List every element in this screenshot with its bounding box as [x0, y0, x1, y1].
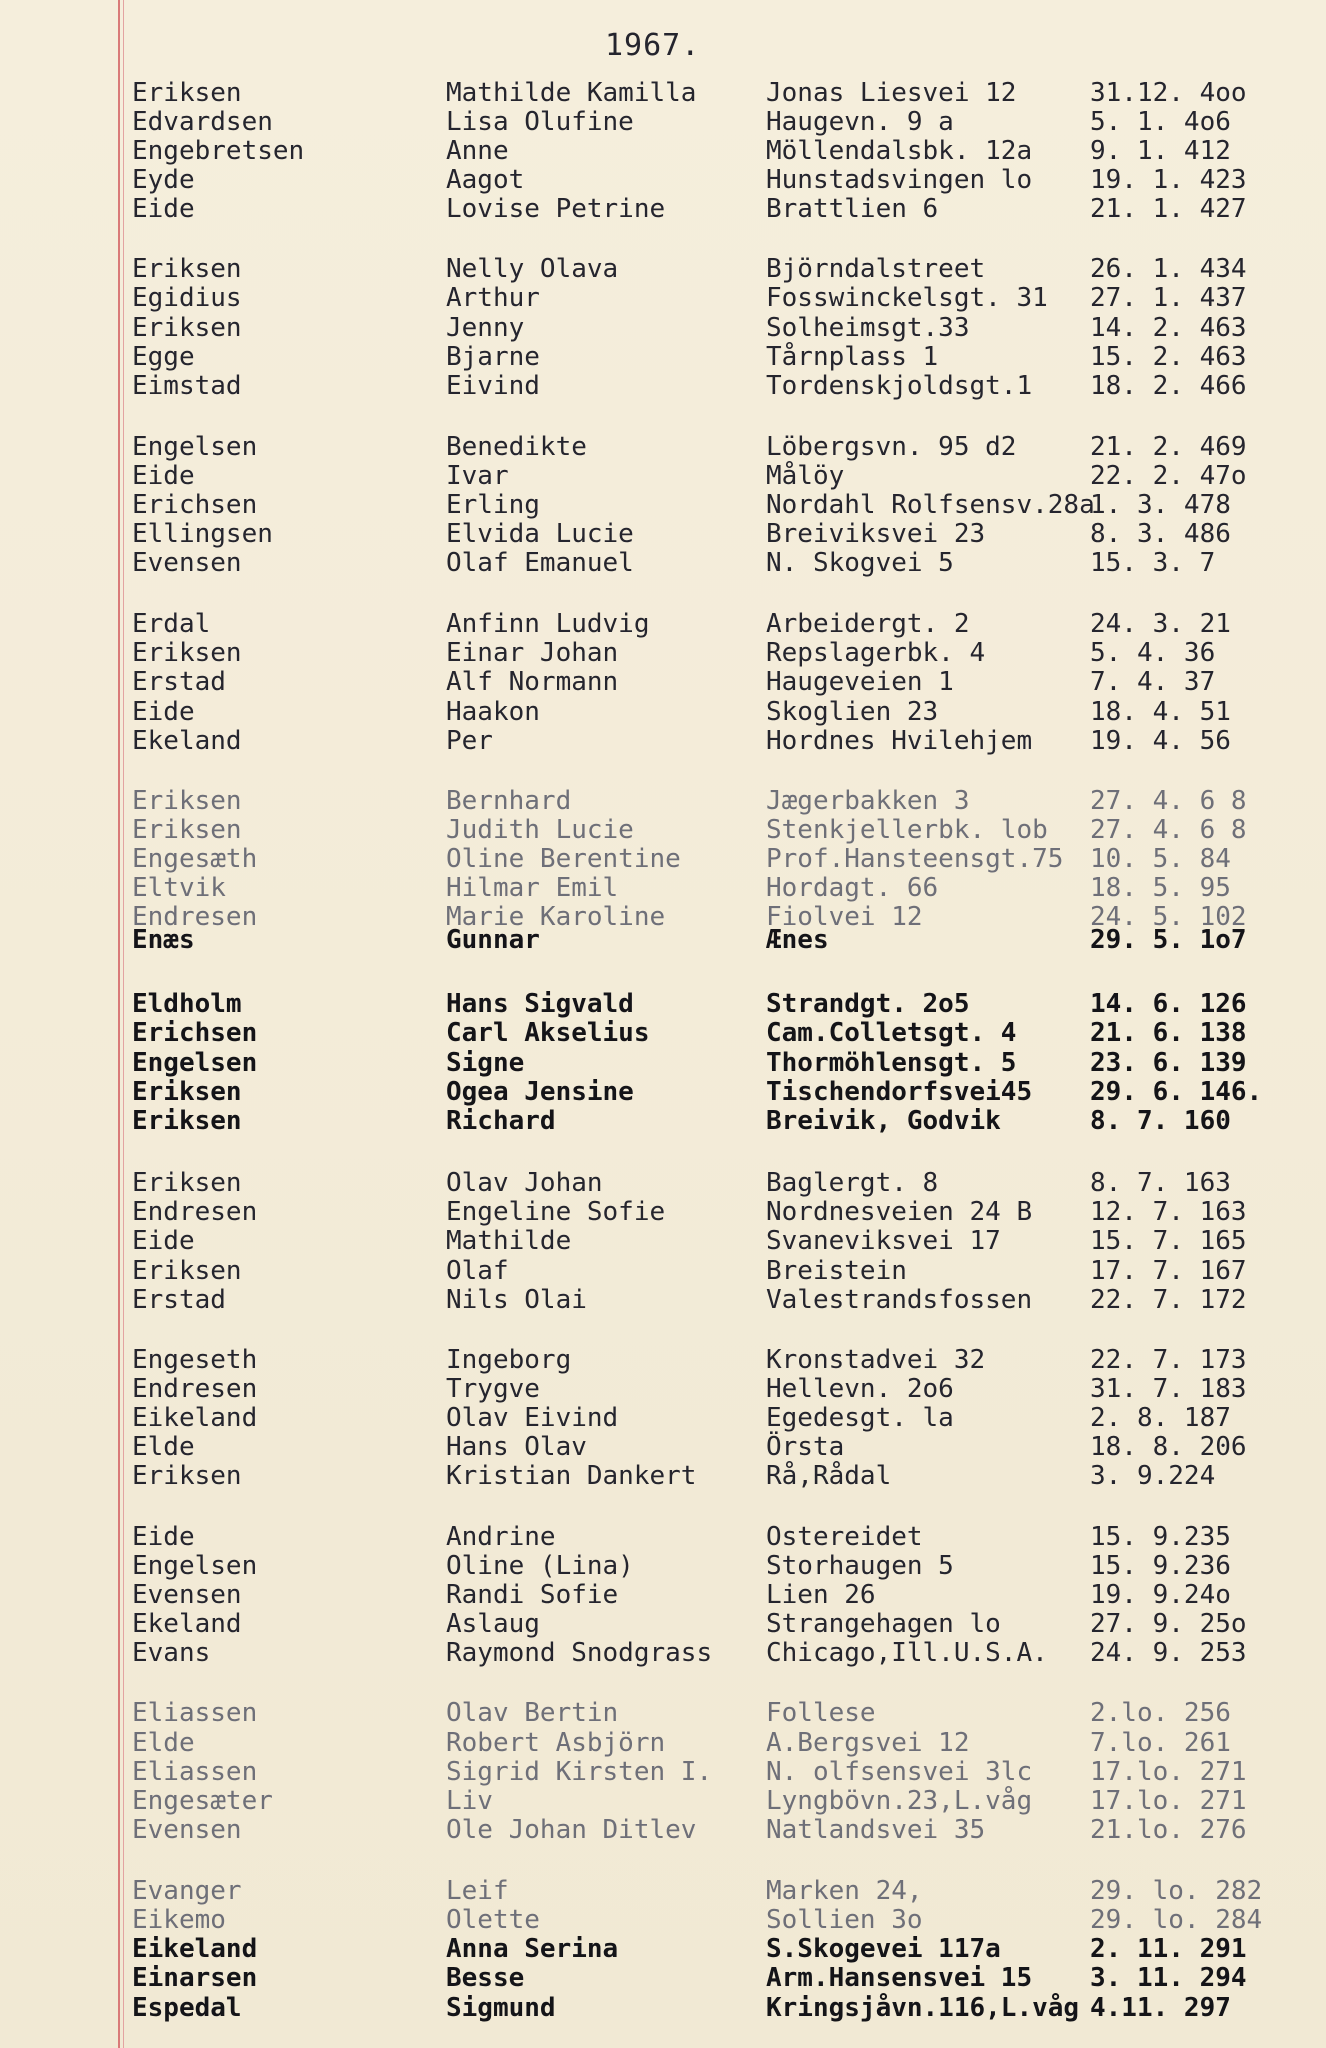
date-number-cell: 18. 2. 466 — [1090, 371, 1247, 401]
ledger-row — [0, 1226, 1326, 1256]
ledger-row — [0, 371, 1326, 401]
surname-cell: Ekeland — [132, 726, 242, 756]
given-name-cell: Hilmar Emil — [446, 873, 619, 903]
ledger-row — [0, 254, 1326, 284]
given-name-cell: Hans Olav — [446, 1432, 587, 1462]
address-cell: Ostereidet — [766, 1522, 923, 1552]
address-cell: Löbergsvn. 95 d2 — [766, 432, 1017, 462]
given-name-cell: Eivind — [446, 371, 540, 401]
surname-cell: Eriksen — [132, 254, 242, 284]
given-name-cell: Benedikte — [446, 432, 587, 462]
address-cell: Rå,Rådal — [766, 1461, 892, 1491]
surname-cell: Erichsen — [132, 1018, 258, 1048]
ledger-row — [0, 1698, 1326, 1728]
given-name-cell: Gunnar — [446, 925, 540, 955]
surname-cell: Eriksen — [132, 78, 242, 108]
date-number-cell: 21. 2. 469 — [1090, 432, 1247, 462]
address-cell: Solheimsgt.33 — [766, 313, 970, 343]
ledger-row — [0, 844, 1326, 874]
date-number-cell: 21.lo. 276 — [1090, 1815, 1247, 1845]
date-number-cell: 22. 7. 173 — [1090, 1345, 1247, 1375]
given-name-cell: Marie Karoline — [446, 902, 666, 932]
ledger-row — [0, 1077, 1326, 1107]
given-name-cell: Olav Bertin — [446, 1698, 619, 1728]
given-name-cell: Olaf — [446, 1256, 509, 1286]
surname-cell: Eriksen — [132, 1106, 242, 1136]
address-cell: Nordnesveien 24 B — [766, 1197, 1033, 1227]
address-cell: Baglergt. 8 — [766, 1168, 939, 1198]
ledger-row — [0, 873, 1326, 903]
address-cell: Storhaugen 5 — [766, 1551, 954, 1581]
surname-cell: Eldholm — [132, 989, 242, 1019]
ledger-row — [0, 313, 1326, 343]
given-name-cell: Signe — [446, 1048, 525, 1078]
page-year: 1967. — [605, 28, 701, 63]
address-cell: Arm.Hansensvei 15 — [766, 1963, 1033, 1993]
ledger-row — [0, 1256, 1326, 1286]
address-cell: Haugevn. 9 a — [766, 107, 954, 137]
date-number-cell: 19. 4. 56 — [1090, 726, 1231, 756]
given-name-cell: Besse — [446, 1963, 525, 1993]
date-number-cell: 5. 1. 4o6 — [1090, 107, 1231, 137]
surname-cell: Eliassen — [132, 1698, 258, 1728]
surname-cell: Eide — [132, 1226, 195, 1256]
date-number-cell: 27. 4. 6 8 — [1090, 786, 1247, 816]
ledger-row — [0, 1345, 1326, 1375]
ledger-row — [0, 1993, 1326, 2023]
surname-cell: Eide — [132, 1522, 195, 1552]
surname-cell: Engelsen — [132, 1048, 258, 1078]
ledger-row — [0, 1197, 1326, 1227]
address-cell: Marken 24, — [766, 1876, 923, 1906]
date-number-cell: 19. 1. 423 — [1090, 165, 1247, 195]
surname-cell: Eriksen — [132, 786, 242, 816]
ledger-row — [0, 1285, 1326, 1315]
given-name-cell: Leif — [446, 1876, 509, 1906]
address-cell: Hunstadsvingen lo — [766, 165, 1033, 195]
date-number-cell: 24. 3. 21 — [1090, 609, 1231, 639]
given-name-cell: Lovise Petrine — [446, 194, 666, 224]
surname-cell: Eikeland — [132, 1934, 258, 1964]
date-number-cell: 8. 7. 163 — [1090, 1168, 1231, 1198]
given-name-cell: Ogea Jensine — [446, 1077, 634, 1107]
given-name-cell: Oline (Lina) — [446, 1551, 634, 1581]
given-name-cell: Ingeborg — [446, 1345, 572, 1375]
surname-cell: Eriksen — [132, 313, 242, 343]
date-number-cell: 9. 1. 412 — [1090, 136, 1231, 166]
address-cell: Strangehagen lo — [766, 1609, 1001, 1639]
ledger-row — [0, 609, 1326, 639]
surname-cell: Evensen — [132, 1580, 242, 1610]
surname-cell: Eide — [132, 194, 195, 224]
address-cell: Cam.Colletsgt. 4 — [766, 1018, 1017, 1048]
surname-cell: Endresen — [132, 1197, 258, 1227]
date-number-cell: 24. 5. 102 — [1090, 902, 1247, 932]
given-name-cell: Sigmund — [446, 1993, 556, 2023]
date-number-cell: 29. 6. 146. — [1090, 1077, 1263, 1107]
given-name-cell: Carl Akselius — [446, 1018, 650, 1048]
ledger-row — [0, 490, 1326, 520]
surname-cell: Erdal — [132, 609, 211, 639]
date-number-cell: 2. 11. 291 — [1090, 1934, 1247, 1964]
date-number-cell: 3. 11. 294 — [1090, 1963, 1247, 1993]
date-number-cell: 15. 9.235 — [1090, 1522, 1231, 1552]
date-number-cell: 21. 6. 138 — [1090, 1018, 1247, 1048]
given-name-cell: Raymond Snodgrass — [446, 1638, 713, 1668]
given-name-cell: Aagot — [446, 165, 525, 195]
date-number-cell: 21. 1. 427 — [1090, 194, 1247, 224]
address-cell: Målöy — [766, 461, 845, 491]
surname-cell: Eltvik — [132, 873, 226, 903]
given-name-cell: Liv — [446, 1786, 493, 1816]
given-name-cell: Andrine — [446, 1522, 556, 1552]
given-name-cell: Richard — [446, 1106, 556, 1136]
surname-cell: Engesæth — [132, 844, 258, 874]
address-cell: Hellevn. 2o6 — [766, 1374, 954, 1404]
surname-cell: Evanger — [132, 1876, 242, 1906]
surname-cell: Engelsen — [132, 432, 258, 462]
surname-cell: Elde — [132, 1728, 195, 1758]
date-number-cell: 2. 8. 187 — [1090, 1403, 1231, 1433]
address-cell: Möllendalsbk. 12a — [766, 136, 1033, 166]
given-name-cell: Per — [446, 726, 493, 756]
address-cell: Kringsjåvn.116,L.våg — [766, 1993, 1080, 2023]
given-name-cell: Olav Johan — [446, 1168, 603, 1198]
surname-cell: Evensen — [132, 1815, 242, 1845]
ledger-row — [0, 786, 1326, 816]
address-cell: Örsta — [766, 1432, 845, 1462]
ledger-row — [0, 1374, 1326, 1404]
given-name-cell: Erling — [446, 490, 540, 520]
date-number-cell: 7.lo. 261 — [1090, 1728, 1231, 1758]
given-name-cell: Randi Sofie — [446, 1580, 619, 1610]
date-number-cell: 29. lo. 282 — [1090, 1876, 1263, 1906]
date-number-cell: 8. 3. 486 — [1090, 519, 1231, 549]
surname-cell: Ekeland — [132, 1609, 242, 1639]
given-name-cell: Mathilde — [446, 1226, 572, 1256]
given-name-cell: Olav Eivind — [446, 1403, 619, 1433]
surname-cell: Eriksen — [132, 1077, 242, 1107]
surname-cell: Engeseth — [132, 1345, 258, 1375]
date-number-cell: 5. 4. 36 — [1090, 638, 1216, 668]
surname-cell: Eimstad — [132, 371, 242, 401]
ledger-row — [0, 1934, 1326, 1964]
ledger-row — [0, 1403, 1326, 1433]
date-number-cell: 15. 2. 463 — [1090, 342, 1247, 372]
date-number-cell: 27. 4. 6 8 — [1090, 815, 1247, 845]
ledger-row — [0, 1876, 1326, 1906]
given-name-cell: Nelly Olava — [446, 254, 619, 284]
address-cell: Prof.Hansteensgt.75 — [766, 844, 1064, 874]
address-cell: Hordnes Hvilehjem — [766, 726, 1033, 756]
surname-cell: Einarsen — [132, 1963, 258, 1993]
date-number-cell: 15. 7. 165 — [1090, 1226, 1247, 1256]
surname-cell: Eide — [132, 461, 195, 491]
address-cell: S.Skogevei 117a — [766, 1934, 1001, 1964]
ledger-row — [0, 1018, 1326, 1048]
ledger-row — [0, 1461, 1326, 1491]
ledger-row — [0, 1757, 1326, 1787]
date-number-cell: 22. 2. 47o — [1090, 461, 1247, 491]
address-cell: Tischendorfsvei45 — [766, 1077, 1033, 1107]
given-name-cell: Anna Serina — [446, 1934, 619, 1964]
address-cell: Egedesgt. la — [766, 1403, 954, 1433]
address-cell: Thormöhlensgt. 5 — [766, 1048, 1017, 1078]
surname-cell: Endresen — [132, 902, 258, 932]
surname-cell: Eyde — [132, 165, 195, 195]
date-number-cell: 31.12. 4oo — [1090, 78, 1247, 108]
ledger-row — [0, 78, 1326, 108]
given-name-cell: Judith Lucie — [446, 815, 634, 845]
address-cell: Breistein — [766, 1256, 907, 1286]
address-cell: N. Skogvei 5 — [766, 548, 954, 578]
surname-cell: Engesæter — [132, 1786, 273, 1816]
address-cell: Lyngbövn.23,L.våg — [766, 1786, 1033, 1816]
address-cell: Stenkjellerbk. lob — [766, 815, 1048, 845]
date-number-cell: 14. 2. 463 — [1090, 313, 1247, 343]
given-name-cell: Jenny — [446, 313, 525, 343]
ledger-row — [0, 1551, 1326, 1581]
surname-cell: Erstad — [132, 1285, 226, 1315]
surname-cell: Erichsen — [132, 490, 258, 520]
given-name-cell: Alf Normann — [446, 667, 619, 697]
ledger-row — [0, 1963, 1326, 1993]
address-cell: Ænes — [766, 925, 829, 955]
given-name-cell: Lisa Olufine — [446, 107, 634, 137]
address-cell: Jonas Liesvei 12 — [766, 78, 1017, 108]
ledger-row — [0, 1609, 1326, 1639]
address-cell: Fosswinckelsgt. 31 — [766, 283, 1048, 313]
surname-cell: Eriksen — [132, 1461, 242, 1491]
surname-cell: Endresen — [132, 1374, 258, 1404]
address-cell: Hordagt. 66 — [766, 873, 939, 903]
surname-cell: Elde — [132, 1432, 195, 1462]
date-number-cell: 12. 7. 163 — [1090, 1197, 1247, 1227]
date-number-cell: 26. 1. 434 — [1090, 254, 1247, 284]
address-cell: Tårnplass 1 — [766, 342, 939, 372]
address-cell: Arbeidergt. 2 — [766, 609, 970, 639]
address-cell: Fiolvei 12 — [766, 902, 923, 932]
surname-cell: Enæs — [132, 925, 195, 955]
ledger-row — [0, 1638, 1326, 1668]
address-cell: Jægerbakken 3 — [766, 786, 970, 816]
ledger-row — [0, 1905, 1326, 1935]
address-cell: Strandgt. 2o5 — [766, 989, 970, 1019]
address-cell: Breivik, Godvik — [766, 1106, 1001, 1136]
date-number-cell: 2.lo. 256 — [1090, 1698, 1231, 1728]
ledger-row — [0, 1728, 1326, 1758]
ledger-row — [0, 194, 1326, 224]
date-number-cell: 17.lo. 271 — [1090, 1757, 1247, 1787]
surname-cell: Eikeland — [132, 1403, 258, 1433]
surname-cell: Egidius — [132, 283, 242, 313]
surname-cell: Eriksen — [132, 815, 242, 845]
date-number-cell: 27. 1. 437 — [1090, 283, 1247, 313]
surname-cell: Engebretsen — [132, 136, 305, 166]
ledger-row — [0, 548, 1326, 578]
surname-cell: Ellingsen — [132, 519, 273, 549]
ledger-row — [0, 136, 1326, 166]
date-number-cell: 4.11. 297 — [1090, 1993, 1231, 2023]
given-name-cell: Olaf Emanuel — [446, 548, 634, 578]
given-name-cell: Haakon — [446, 697, 540, 727]
date-number-cell: 29. 5. 1o7 — [1090, 925, 1247, 955]
address-cell: Lien 26 — [766, 1580, 876, 1610]
ledger-row — [0, 107, 1326, 137]
date-number-cell: 15. 3. 7 — [1090, 548, 1216, 578]
ledger-row — [0, 1048, 1326, 1078]
date-number-cell: 7. 4. 37 — [1090, 667, 1216, 697]
ledger-row — [0, 1522, 1326, 1552]
given-name-cell: Elvida Lucie — [446, 519, 634, 549]
date-number-cell: 18. 8. 206 — [1090, 1432, 1247, 1462]
ledger-row — [0, 697, 1326, 727]
ledger-row — [0, 283, 1326, 313]
ledger-row — [0, 726, 1326, 756]
given-name-cell: Ivar — [446, 461, 509, 491]
given-name-cell: Hans Sigvald — [446, 989, 634, 1019]
given-name-cell: Anne — [446, 136, 509, 166]
surname-cell: Evans — [132, 1638, 211, 1668]
surname-cell: Espedal — [132, 1993, 242, 2023]
date-number-cell: 17.lo. 271 — [1090, 1786, 1247, 1816]
ledger-row — [0, 667, 1326, 697]
address-cell: Repslagerbk. 4 — [766, 638, 986, 668]
ledger-row — [0, 461, 1326, 491]
ledger-row — [0, 1432, 1326, 1462]
given-name-cell: Nils Olai — [446, 1285, 587, 1315]
ledger-row — [0, 989, 1326, 1019]
given-name-cell: Robert Asbjörn — [446, 1728, 666, 1758]
ledger-row — [0, 1106, 1326, 1136]
ledger-row — [0, 1580, 1326, 1610]
address-cell: Kronstadvei 32 — [766, 1345, 986, 1375]
address-cell: Haugeveien 1 — [766, 667, 954, 697]
given-name-cell: Mathilde Kamilla — [446, 78, 697, 108]
address-cell: Björndalstreet — [766, 254, 986, 284]
date-number-cell: 18. 4. 51 — [1090, 697, 1231, 727]
given-name-cell: Arthur — [446, 283, 540, 313]
ledger-row — [0, 815, 1326, 845]
ledger-row — [0, 519, 1326, 549]
date-number-cell: 22. 7. 172 — [1090, 1285, 1247, 1315]
given-name-cell: Anfinn Ludvig — [446, 609, 650, 639]
given-name-cell: Bernhard — [446, 786, 572, 816]
date-number-cell: 1. 3. 478 — [1090, 490, 1231, 520]
ledger-row — [0, 925, 1326, 955]
date-number-cell: 8. 7. 160 — [1090, 1106, 1231, 1136]
address-cell: Skoglien 23 — [766, 697, 939, 727]
surname-cell: Egge — [132, 342, 195, 372]
given-name-cell: Sigrid Kirsten I. — [446, 1757, 713, 1787]
date-number-cell: 29. lo. 284 — [1090, 1905, 1263, 1935]
ledger-row — [0, 1168, 1326, 1198]
address-cell: Nordahl Rolfsensv.28a — [766, 490, 1095, 520]
address-cell: Natlandsvei 35 — [766, 1815, 986, 1845]
given-name-cell: Oline Berentine — [446, 844, 681, 874]
surname-cell: Edvardsen — [132, 107, 273, 137]
address-cell: Follese — [766, 1698, 876, 1728]
date-number-cell: 10. 5. 84 — [1090, 844, 1231, 874]
surname-cell: Eliassen — [132, 1757, 258, 1787]
given-name-cell: Einar Johan — [446, 638, 619, 668]
ledger-row — [0, 432, 1326, 462]
date-number-cell: 18. 5. 95 — [1090, 873, 1231, 903]
given-name-cell: Aslaug — [446, 1609, 540, 1639]
given-name-cell: Engeline Sofie — [446, 1197, 666, 1227]
date-number-cell: 24. 9. 253 — [1090, 1638, 1247, 1668]
date-number-cell: 27. 9. 25o — [1090, 1609, 1247, 1639]
surname-cell: Eriksen — [132, 1168, 242, 1198]
date-number-cell: 19. 9.24o — [1090, 1580, 1231, 1610]
address-cell: Sollien 3o — [766, 1905, 923, 1935]
date-number-cell: 31. 7. 183 — [1090, 1374, 1247, 1404]
surname-cell: Eriksen — [132, 1256, 242, 1286]
surname-cell: Evensen — [132, 548, 242, 578]
surname-cell: Eikemo — [132, 1905, 226, 1935]
address-cell: A.Bergsvei 12 — [766, 1728, 970, 1758]
address-cell: Valestrandsfossen — [766, 1285, 1033, 1315]
ledger-row — [0, 1815, 1326, 1845]
address-cell: Svaneviksvei 17 — [766, 1226, 1001, 1256]
date-number-cell: 23. 6. 139 — [1090, 1048, 1247, 1078]
surname-cell: Eriksen — [132, 638, 242, 668]
date-number-cell: 14. 6. 126 — [1090, 989, 1247, 1019]
given-name-cell: Trygve — [446, 1374, 540, 1404]
address-cell: N. olfsensvei 3lc — [766, 1757, 1033, 1787]
given-name-cell: Ole Johan Ditlev — [446, 1815, 697, 1845]
ledger-row — [0, 638, 1326, 668]
surname-cell: Engelsen — [132, 1551, 258, 1581]
surname-cell: Eide — [132, 697, 195, 727]
surname-cell: Erstad — [132, 667, 226, 697]
date-number-cell: 17. 7. 167 — [1090, 1256, 1247, 1286]
date-number-cell: 3. 9.224 — [1090, 1461, 1216, 1491]
address-cell: Tordenskjoldsgt.1 — [766, 371, 1033, 401]
given-name-cell: Kristian Dankert — [446, 1461, 697, 1491]
given-name-cell: Olette — [446, 1905, 540, 1935]
given-name-cell: Bjarne — [446, 342, 540, 372]
address-cell: Chicago,Ill.U.S.A. — [766, 1638, 1048, 1668]
address-cell: Breiviksvei 23 — [766, 519, 986, 549]
ledger-row — [0, 1786, 1326, 1816]
ledger-row — [0, 165, 1326, 195]
address-cell: Brattlien 6 — [766, 194, 939, 224]
date-number-cell: 15. 9.236 — [1090, 1551, 1231, 1581]
ledger-row — [0, 342, 1326, 372]
